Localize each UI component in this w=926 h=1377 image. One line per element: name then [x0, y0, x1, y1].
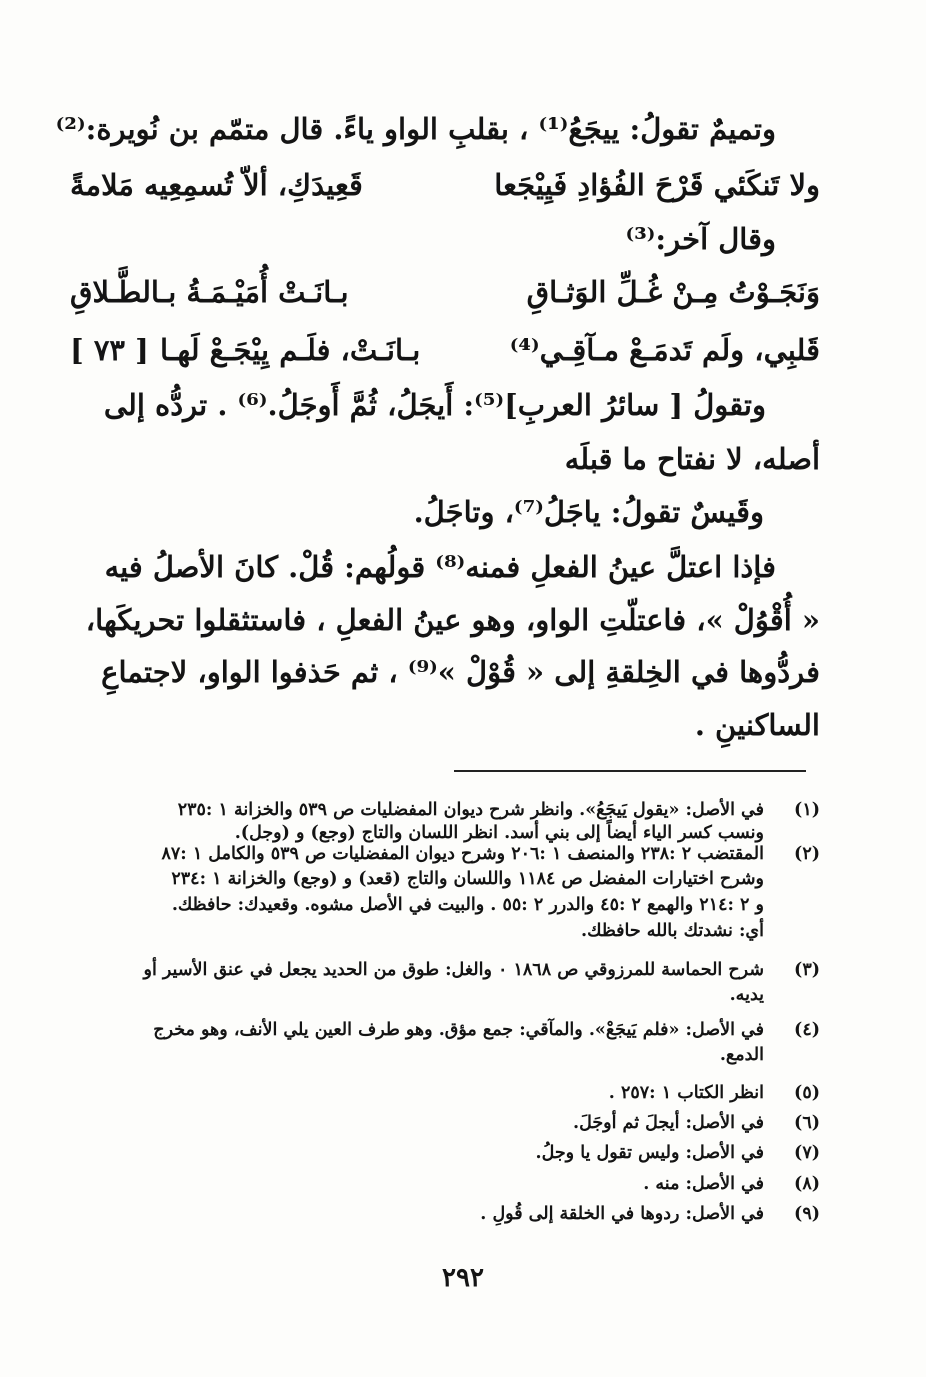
footnote — [161, 844, 820, 864]
footnote — [609, 1083, 820, 1103]
footnote-text: في الأصل: منه . — [643, 1174, 764, 1194]
footnote-number: (٦) — [794, 1113, 820, 1133]
footnote-text: المقتضب ٢ :٢٣٨ والمنصف ١ :٢٠٦ وشرح ديوان المفضليات ص ٥٣٩ والكامل ١ :٨٧ — [161, 844, 764, 864]
footnote — [643, 1174, 820, 1194]
footnote-number: (١) — [794, 800, 820, 820]
verse-hemistich: بـانَـتْ، فلَـم يِيْجَـعْ لَهـا — [160, 333, 421, 367]
body-line: فإذا اعتلَّ عينُ الفعلِ فمنه⁽⁸⁾ قولُهم: قُلْ. كانَ الأصلُ فيه — [104, 550, 776, 584]
footnote-continuation: يديه. — [729, 985, 764, 1005]
body-line: وقال آخر:⁽³⁾ — [625, 222, 776, 256]
footnote — [178, 800, 820, 820]
verse-line — [70, 168, 820, 202]
footnote-text: في الأصل: أيجلَ ثم أوجَلَ. — [572, 1113, 764, 1133]
footnote — [144, 960, 821, 980]
footnote-number: (٤) — [794, 1020, 820, 1040]
body-line: وتقولُ [ سائرُ العربِ]⁽⁵⁾: أَيجَلُ، ثُمَّ أَوجَلُ.⁽⁶⁾ . تردُّه إلى — [103, 388, 766, 422]
body-line: وقَيسٌ تقولُ: ياجَلُ⁽⁷⁾، وتاجَلُ. — [413, 495, 764, 529]
footnote-text: في الأصل: وليس تقول يا وجلُ. — [535, 1143, 764, 1163]
footnote-number: (٨) — [794, 1174, 820, 1194]
footnote — [536, 1143, 821, 1163]
body-line: الساكنينِ . — [694, 708, 820, 742]
footnote-continuation: الدمع. — [719, 1045, 764, 1065]
verse-hemistich: قَعِيدَكِ، ألاّ تُسمِعِيه مَلامةً — [70, 168, 363, 202]
verse-line — [160, 333, 820, 367]
verse-hemistich: ولا تَنكَئي قَرْحَ الفُؤادِ فَيِيْجَعا — [494, 168, 820, 202]
footnote-number: (٣) — [794, 960, 820, 980]
body-line: فردُّوها في الخِلقةِ إلى « قُوْلْ »⁽⁹⁾ ، ثم حَذفوا الواو، لاجتماعِ — [101, 655, 820, 689]
original-page-marker: [ ٧٣ ] — [70, 333, 149, 367]
footnote-separator — [454, 770, 806, 772]
footnote-number: (٩) — [794, 1204, 820, 1224]
body-line: « أُقْوُلْ »، فاعتلّتِ الواو، وهو عينُ الفعلِ ، فاستثقلوا تحريكَها، — [85, 603, 820, 637]
footnote-continuation: وشرح اختيارات المفضل ص ١١٨٤ واللسان والتاج (قعد) و (وجع) والخزانة ١ :٢٣٤ — [171, 869, 764, 889]
verse-line — [70, 275, 820, 309]
verse-hemistich: وَنَجَـوْتُ مِـنْ غُـلِّ الوَثـاقِ — [526, 275, 820, 309]
footnote-text: انظر الكتاب ١ :٢٥٧ . — [608, 1083, 764, 1103]
footnote-text: شرح الحماسة للمرزوقي ص ١٨٦٨ ٠ والغل: طوق من الحديد يجعل في عنق الأسير أو — [143, 960, 764, 980]
footnote — [480, 1204, 820, 1224]
body-line: أصله، لا نفتاح ما قبلَه — [564, 442, 820, 476]
verse-hemistich: قَلبِي، ولَم تَدمَـعْ مـآقِـي⁽⁴⁾ — [509, 333, 820, 367]
footnote-continuation: أي: نشدتك بالله حافظك. — [580, 921, 764, 941]
footnote-number: (٧) — [794, 1143, 820, 1163]
footnote-number: (٥) — [794, 1083, 820, 1103]
footnote — [573, 1113, 820, 1133]
footnote-continuation: و ٢ :٢١٤ والهمع ٢ :٤٥ والدرر ٢ :٥٥ . والبيت في الأصل مشوه. وقعيدك: حافظك. — [171, 895, 764, 915]
page-number: ٢٩٢ — [442, 1263, 484, 1293]
body-line: وتميمٌ تقولُ: ييجَعُ⁽¹⁾ ، بقلبِ الواو ياءً. قال متمّم بن نُويرة:⁽²⁾ — [55, 112, 776, 146]
footnote-text: في الأصل: «يقول يَيجَعُ». وانظر شرح ديوان المفضليات ص ٥٣٩ والخزانة ١ :٢٣٥ — [177, 800, 764, 820]
footnote-text: في الأصل: «فلم يَيجَعْ». والمآقي: جمع مؤق. وهو طرف العين يلي الأنف، وهو مخرج — [153, 1020, 764, 1040]
footnote-text: في الأصل: ردوها في الخلقة إلى قُولِ . — [480, 1204, 764, 1224]
verse-hemistich: بـانَـتْ أُمَيْـمَـةُ بـالطَّـلاقِ — [70, 275, 349, 309]
footnote — [153, 1020, 820, 1040]
footnote-continuation: ونسب كسر الياء أيضاً إلى بني أسد. انظر اللسان والتاج (وجع) و (وجل). — [234, 823, 764, 843]
footnote-number: (٢) — [794, 844, 820, 864]
